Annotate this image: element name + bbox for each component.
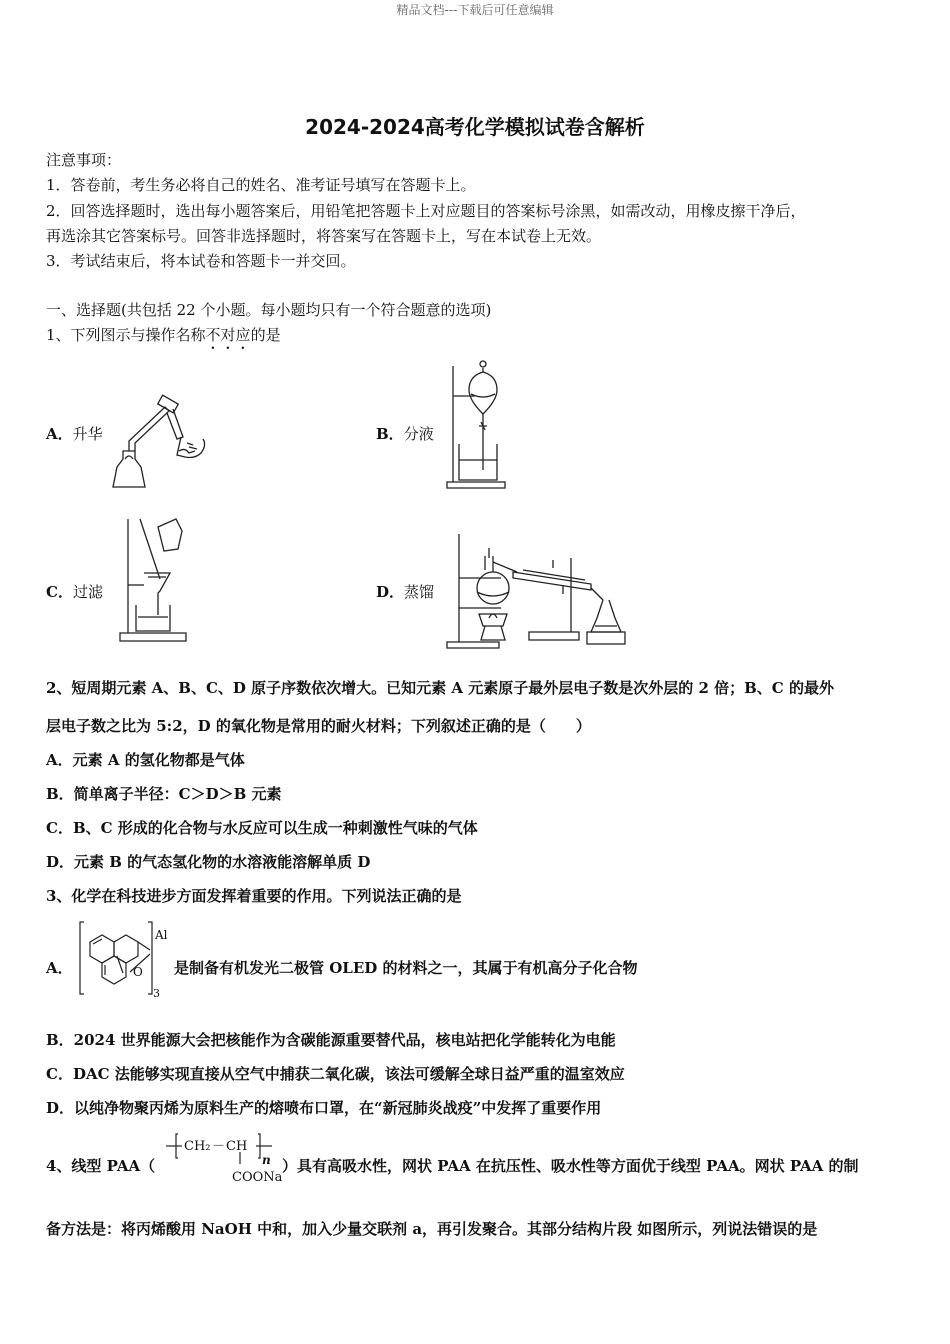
question-2-option: B．简单离子半径：C＞D＞B 元素 <box>46 785 282 803</box>
sublimation-apparatus-icon <box>105 395 215 495</box>
formula-ch2: CH₂ <box>184 1139 211 1154</box>
question-3-option-a-letter: A． <box>46 959 73 977</box>
option-a-label: A．升华 <box>46 425 103 443</box>
notice-item: 再选涂其它答案标号。回答非选择题时，将答案写在答题卡上，写在本试卷上无效。 <box>46 227 602 245</box>
question-2-stem: 层电子数之比为 5:2，D 的氧化物是常用的耐火材料；下列叙述正确的是（ ） <box>46 717 591 735</box>
section-heading: 一、选择题(共包括 22 个小题。每小题均只有一个符合题意的选项) <box>46 301 492 319</box>
structure-metal-label: Al <box>155 928 168 942</box>
question-3-stem: 3、化学在科技进步方面发挥着重要的作用。下列说法正确的是 <box>46 887 462 905</box>
question-1-stem: 1、下列图示与操作名称不对应的是 <box>46 326 281 344</box>
distillation-apparatus-icon <box>445 528 635 650</box>
question-3-option: D．以纯净物聚丙烯为原料生产的熔喷布口罩，在“新冠肺炎战疫”中发挥了重要作用 <box>46 1099 602 1117</box>
question-3-option-a-text: 是制备有机发光二极管 OLED 的材料之一，其属于有机高分子化合物 <box>174 959 638 977</box>
notice-item: 2．回答选择题时，选出每小题答案后，用铅笔把答题卡上对应题目的答案标号涂黑，如需改动，用橡皮擦干净后， <box>46 202 806 220</box>
structure-oxygen-label: O <box>133 965 143 979</box>
question-2-option: A．元素 A 的氢化物都是气体 <box>46 751 245 769</box>
watermark: 精品文档---下载后可任意编辑 <box>396 3 554 17</box>
notice-heading: 注意事项： <box>46 151 122 169</box>
formula-dash: － <box>212 1139 226 1154</box>
notice-item: 3．考试结束后，将本试卷和答题卡一并交回。 <box>46 252 356 270</box>
question-3-option: C．DAC 法能够实现直接从空气中捕获二氧化碳，该法可缓解全球日益严重的温室效应 <box>46 1065 625 1083</box>
question-4-stem: 备方法是：将丙烯酸用 NaOH 中和，加入少量交联剂 a，再引发聚合。其部分结构片段 如图所示，列说法错误的是 <box>46 1220 818 1238</box>
question-2-stem: 2、短周期元素 A、B、C、D 原子序数依次增大。已知元素 A 元素原子最外层电子数是次外层的 2 倍；B、C 的最外 <box>46 679 834 697</box>
question-2-option: D．元素 B 的气态氢化物的水溶液能溶解单质 D <box>46 853 371 871</box>
option-b-label: B．分液 <box>376 425 434 443</box>
separatory-funnel-apparatus-icon <box>445 360 510 490</box>
question-2-option: C．B、C 形成的化合物与水反应可以生成一种刺激性气味的气体 <box>46 819 478 837</box>
notice-item: 1．答卷前，考生务必将自己的姓名、准考证号填写在答题卡上。 <box>46 176 476 194</box>
question-3-option: B．2024 世界能源大会把核能作为含碳能源重要替代品，核电站把化学能转化为电能 <box>46 1031 616 1049</box>
formula-n: n <box>262 1153 271 1167</box>
question-4-stem: 4、线型 PAA（ <box>46 1157 156 1175</box>
emphasis-text: 不对应 <box>205 326 251 344</box>
structure-subscript-label: 3 <box>153 987 160 1000</box>
option-c-label: C．过滤 <box>46 583 103 601</box>
formula-coona: COONa <box>232 1170 283 1185</box>
filtration-apparatus-icon <box>118 515 193 645</box>
page-title: 2024-2024高考化学模拟试卷含解析 <box>305 115 645 139</box>
formula-ch: CH <box>226 1139 248 1154</box>
question-4-stem: ）具有高吸水性，网状 PAA 在抗压性、吸水性等方面优于线型 PAA。网状 PAA 的制 <box>282 1157 859 1175</box>
option-d-label: D．蒸馏 <box>376 583 435 601</box>
